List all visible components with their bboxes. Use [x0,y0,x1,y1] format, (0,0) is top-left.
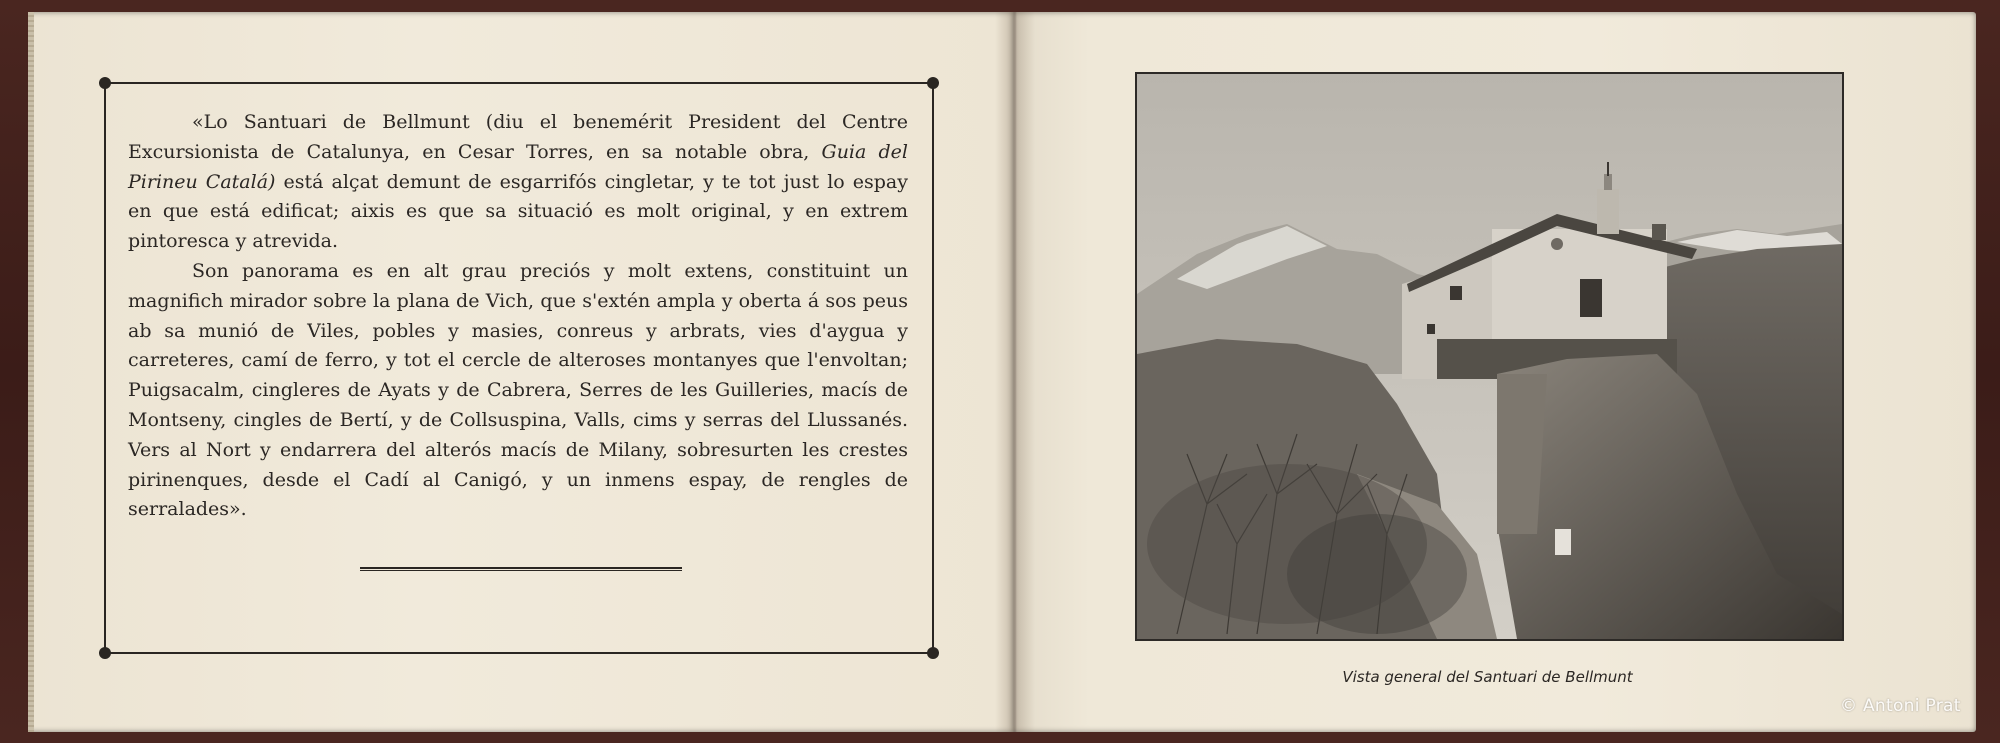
paragraph-1 [128,108,908,257]
paragraph-2: Son panorama es en alt grau preciós y molt extens, constituint un magnifich mirador sobre la plana de Vich, que s'extén ampla y oberta á sos peus ab sa munió de Viles, pobles y masies, conreus y arbrats, vies d'aygua y carreteres, camí de ferro, y tot el cercle de alteroses montanyes que l'envoltan; Puigsacalm, cingleres de Ayats y de Cabrera, Serres de les Guilleries, macís de Montseny, cingles de Bertí, y de Collsuspina, Valls, cims y serras del Llussanés. Vers al Nort y endarrera del alterós macís de Milany, sobresurten les crestes pirinenques, desde el Cadí al Canigó, y un inmens espay, de rengles de serralades». [128,259,908,521]
book-title: Guia del Pirineu Catalá) [128,140,908,193]
decorative-rule [360,567,682,571]
photo-caption: Vista general del Santuari de Bellmunt [1342,668,1633,686]
quote-text [128,108,908,525]
page-edge [28,12,34,732]
frame-corner-dot [99,647,111,659]
copyright-watermark: © Antoni Prat [1840,696,1961,716]
paragraph-1-text-b: está alçat demunt de esgarrifós cingletar, y te tot just lo espay en que está edificat; aixis es que sa situació es molt original, y en extrem pintoresca y atrevida. [128,170,908,253]
text-frame [104,82,934,654]
book-gutter [995,12,1035,732]
paragraph-1-text-a: «Lo Santuari de Bellmunt (diu el benemérit President del Centre Excursionista de Catalunya, en Cesar Torres, en sa notable obra, [128,111,908,163]
sanctuary-photo [1135,72,1844,641]
frame-corner-dot [927,77,939,89]
frame-corner-dot [99,77,111,89]
frame-corner-dot [927,647,939,659]
